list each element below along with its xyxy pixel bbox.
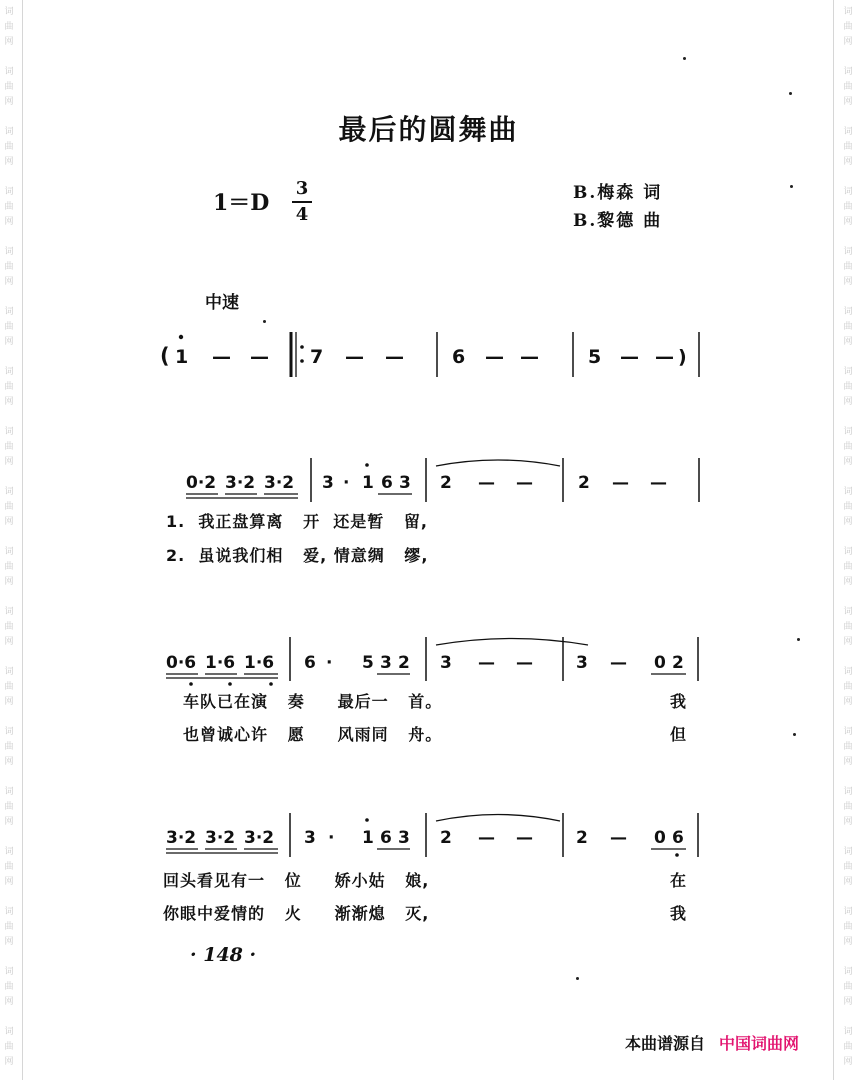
watermark-char: 词 <box>843 247 853 257</box>
watermark-char: 曲 <box>4 922 14 932</box>
intro-dash: — <box>385 346 404 368</box>
note: 1 <box>362 828 374 848</box>
dot-extension: · <box>343 473 350 493</box>
watermark-char: 网 <box>4 997 14 1007</box>
dash: — <box>516 828 533 848</box>
watermark-char: 词 <box>4 907 14 917</box>
note-group: 3·2 <box>244 828 275 848</box>
lyricist-credit: B.梅森 词 <box>573 183 663 203</box>
watermark-char: 网 <box>843 97 853 107</box>
lyric-line-verse2: 2. 虽说我们相 爱, 情意绸 缪, <box>166 546 429 565</box>
watermark-char: 曲 <box>4 382 14 392</box>
system-3 <box>166 813 698 857</box>
print-speck <box>793 733 796 736</box>
print-speck <box>789 92 792 95</box>
tempo-marking: 中速 <box>205 293 239 313</box>
intro-dash: — <box>520 346 539 368</box>
watermark-char: 词 <box>843 7 853 17</box>
pickup-lyric: 但 <box>670 725 688 744</box>
dash: — <box>610 828 627 848</box>
note: 6 <box>380 828 392 848</box>
print-speck <box>263 320 266 323</box>
pickup-lyric: 在 <box>670 871 688 890</box>
page-number: · 148 · <box>190 944 257 966</box>
high-octave-dot <box>365 818 369 822</box>
watermark-char: 曲 <box>4 502 14 512</box>
note: 2 <box>398 653 410 673</box>
intro-open-paren: ( <box>160 344 170 368</box>
watermark-char: 曲 <box>4 862 14 872</box>
note: 2 <box>440 828 452 848</box>
note-group: 3·2 <box>205 828 236 848</box>
note-group: 1·6 <box>244 653 275 673</box>
watermark-char: 词 <box>843 427 853 437</box>
pickup-lyric: 我 <box>670 904 688 923</box>
watermark-char: 词 <box>4 67 14 77</box>
watermark-char: 网 <box>843 937 853 947</box>
note-group: 3·2 <box>264 473 295 493</box>
source-prefix: 本曲谱源自 <box>625 1034 706 1053</box>
tie-arc <box>436 815 560 822</box>
watermark-char: 词 <box>843 907 853 917</box>
watermark-char: 网 <box>4 757 14 767</box>
rest: 0 <box>654 828 666 848</box>
intro-dash: — <box>250 346 269 368</box>
watermark-char: 词 <box>843 127 853 137</box>
note: 6 <box>304 653 316 673</box>
dot-extension: · <box>326 653 333 673</box>
note-group: 0·6 <box>166 653 197 673</box>
intro-line <box>160 332 699 377</box>
print-speck <box>576 977 579 980</box>
note: 3 <box>398 828 410 848</box>
watermark-char: 网 <box>4 877 14 887</box>
lyric-line-verse2: 你眼中爱情的 火 渐渐熄 灭, <box>163 904 430 923</box>
watermark-char: 网 <box>843 397 853 407</box>
watermark-char: 词 <box>4 607 14 617</box>
watermark-char: 曲 <box>4 742 14 752</box>
dash: — <box>612 473 629 493</box>
source-credit <box>625 1031 799 1054</box>
watermark-char: 网 <box>4 517 14 527</box>
watermark-char: 词 <box>4 487 14 497</box>
watermark-char: 曲 <box>4 142 14 152</box>
intro-dash: — <box>345 346 364 368</box>
dash: — <box>516 473 533 493</box>
intro-dash: — <box>655 346 674 368</box>
watermark-char: 曲 <box>4 982 14 992</box>
watermark-char: 网 <box>843 457 853 467</box>
source-site-link[interactable]: 中国词曲网 <box>719 1034 800 1053</box>
watermark-char: 词 <box>4 547 14 557</box>
note: 5 <box>362 653 374 673</box>
watermark-char: 网 <box>4 1057 14 1067</box>
watermark-char: 词 <box>843 547 853 557</box>
watermark-char: 曲 <box>843 262 853 272</box>
note: 2 <box>578 473 590 493</box>
dash: — <box>516 653 533 673</box>
watermark-char: 曲 <box>4 322 14 332</box>
system-2 <box>166 637 698 686</box>
watermark-char: 网 <box>843 577 853 587</box>
note: 3 <box>576 653 588 673</box>
dash: — <box>478 828 495 848</box>
lyric-line-verse2: 也曾诚心许 愿 风雨同 舟。 <box>183 725 443 744</box>
watermark-char: 词 <box>843 727 853 737</box>
watermark-char: 网 <box>4 937 14 947</box>
intro-close-paren: ) <box>678 346 687 368</box>
lyric-line-verse1: 回头看见有一 位 娇小姑 娘, <box>163 871 430 890</box>
note: 3 <box>380 653 392 673</box>
watermark-char: 网 <box>4 817 14 827</box>
note: 2 <box>672 653 684 673</box>
watermark-char: 曲 <box>4 622 14 632</box>
repeat-dot <box>300 345 304 349</box>
watermark-char: 网 <box>843 217 853 227</box>
watermark-char: 网 <box>4 157 14 167</box>
watermark-char: 曲 <box>843 562 853 572</box>
watermark-char: 词 <box>4 7 14 17</box>
intro-dash: — <box>620 346 639 368</box>
watermark-char: 网 <box>4 217 14 227</box>
note: 3 <box>304 828 316 848</box>
high-octave-dot <box>179 335 183 339</box>
watermark-char: 网 <box>4 577 14 587</box>
time-denominator: 4 <box>295 204 309 225</box>
watermark-char: 词 <box>4 787 14 797</box>
intro-note: 7 <box>310 346 324 368</box>
note: 6 <box>381 473 393 493</box>
note-group: 3·2 <box>225 473 256 493</box>
lyric-line-verse1: 1. 我正盘算离 开 还是暂 留, <box>166 512 428 531</box>
dash: — <box>478 653 495 673</box>
note-group: 0·2 <box>186 473 217 493</box>
watermark-char: 词 <box>843 187 853 197</box>
low-octave-dot <box>675 853 679 857</box>
watermark-char: 网 <box>843 877 853 887</box>
watermark-char: 曲 <box>843 622 853 632</box>
watermark-char: 网 <box>4 397 14 407</box>
dash: — <box>610 653 627 673</box>
composer-credit: B.黎德 曲 <box>573 211 663 231</box>
watermark-char: 网 <box>4 697 14 707</box>
watermark-char: 网 <box>843 37 853 47</box>
watermark-char: 曲 <box>843 1042 853 1052</box>
watermark-char: 词 <box>843 607 853 617</box>
watermark-char: 曲 <box>843 742 853 752</box>
watermark-char: 曲 <box>843 682 853 692</box>
watermark-char: 网 <box>4 97 14 107</box>
watermark-char: 曲 <box>4 802 14 812</box>
system-1 <box>186 458 699 502</box>
low-octave-dot <box>228 682 232 686</box>
watermark-char: 曲 <box>843 982 853 992</box>
note: 3 <box>440 653 452 673</box>
note: 2 <box>440 473 452 493</box>
dot-extension: · <box>328 828 335 848</box>
dash: — <box>650 473 667 493</box>
intro-note: 6 <box>452 346 466 368</box>
watermark-char: 曲 <box>843 22 853 32</box>
watermark-char: 曲 <box>4 442 14 452</box>
tie-arc <box>436 460 560 466</box>
watermark-char: 网 <box>4 277 14 287</box>
watermark-char: 词 <box>843 847 853 857</box>
watermark-char: 词 <box>4 667 14 677</box>
watermark-char: 词 <box>4 427 14 437</box>
watermark-char: 曲 <box>4 262 14 272</box>
watermark-char: 网 <box>843 337 853 347</box>
time-numerator: 3 <box>295 178 309 199</box>
watermark-char: 网 <box>843 757 853 767</box>
print-speck <box>790 185 793 188</box>
watermark-char: 曲 <box>4 22 14 32</box>
watermark-char: 词 <box>4 247 14 257</box>
print-speck <box>683 57 686 60</box>
watermark-char: 词 <box>843 667 853 677</box>
watermark-char: 网 <box>843 517 853 527</box>
dash: — <box>478 473 495 493</box>
watermark-char: 曲 <box>843 862 853 872</box>
watermark-char: 网 <box>843 817 853 827</box>
intro-dash: — <box>485 346 504 368</box>
watermark-char: 曲 <box>843 202 853 212</box>
low-octave-dot <box>269 682 273 686</box>
lyric-line-verse1: 车队已在演 奏 最后一 首。 <box>183 692 443 711</box>
key-signature: 1＝D <box>213 190 270 216</box>
watermark-char: 曲 <box>4 82 14 92</box>
note: 6 <box>672 828 684 848</box>
note-group: 3·2 <box>166 828 197 848</box>
low-octave-dot <box>189 682 193 686</box>
print-speck <box>797 638 800 641</box>
watermark-char: 曲 <box>4 1042 14 1052</box>
watermark-char: 词 <box>843 787 853 797</box>
watermark-char: 网 <box>4 457 14 467</box>
note: 3 <box>399 473 411 493</box>
watermark-char: 词 <box>843 1027 853 1037</box>
watermark-char: 曲 <box>843 802 853 812</box>
watermark-char: 曲 <box>843 82 853 92</box>
watermark-char: 网 <box>843 1057 853 1067</box>
watermark-char: 词 <box>4 187 14 197</box>
note: 2 <box>576 828 588 848</box>
tie-arc <box>436 639 588 646</box>
intro-dash: — <box>212 346 231 368</box>
watermark-char: 曲 <box>843 142 853 152</box>
watermark-char: 词 <box>4 727 14 737</box>
watermark-char: 曲 <box>843 442 853 452</box>
watermark-char: 网 <box>843 997 853 1007</box>
watermark-char: 网 <box>843 157 853 167</box>
watermark-char: 词 <box>4 967 14 977</box>
high-octave-dot <box>365 463 369 467</box>
watermark-char: 曲 <box>4 682 14 692</box>
intro-note: 1 <box>175 346 189 368</box>
watermark-char: 曲 <box>843 382 853 392</box>
repeat-dot <box>300 359 304 363</box>
watermark-char: 网 <box>843 637 853 647</box>
watermark-char: 词 <box>4 1027 14 1037</box>
watermark-char: 网 <box>4 337 14 347</box>
watermark-char: 网 <box>4 37 14 47</box>
watermark-char: 词 <box>843 307 853 317</box>
watermark-char: 网 <box>4 637 14 647</box>
watermark-char: 词 <box>843 487 853 497</box>
watermark-char: 词 <box>4 847 14 857</box>
note: 3 <box>322 473 334 493</box>
watermark-char: 曲 <box>843 922 853 932</box>
watermark-char: 词 <box>843 367 853 377</box>
watermark-char: 曲 <box>4 562 14 572</box>
rest: 0 <box>654 653 666 673</box>
watermark-char: 词 <box>843 67 853 77</box>
watermark-char: 词 <box>843 967 853 977</box>
watermark-char: 词 <box>4 307 14 317</box>
note: 1 <box>362 473 374 493</box>
intro-note: 5 <box>588 346 602 368</box>
watermark-char: 曲 <box>843 502 853 512</box>
pickup-lyric: 我 <box>670 692 688 711</box>
watermark-char: 网 <box>843 277 853 287</box>
watermark-char: 词 <box>4 127 14 137</box>
song-title: 最后的圆舞曲 <box>338 113 519 146</box>
watermark-char: 曲 <box>4 202 14 212</box>
watermark-char: 曲 <box>843 322 853 332</box>
note-group: 1·6 <box>205 653 236 673</box>
watermark-char: 网 <box>843 697 853 707</box>
watermark-char: 词 <box>4 367 14 377</box>
